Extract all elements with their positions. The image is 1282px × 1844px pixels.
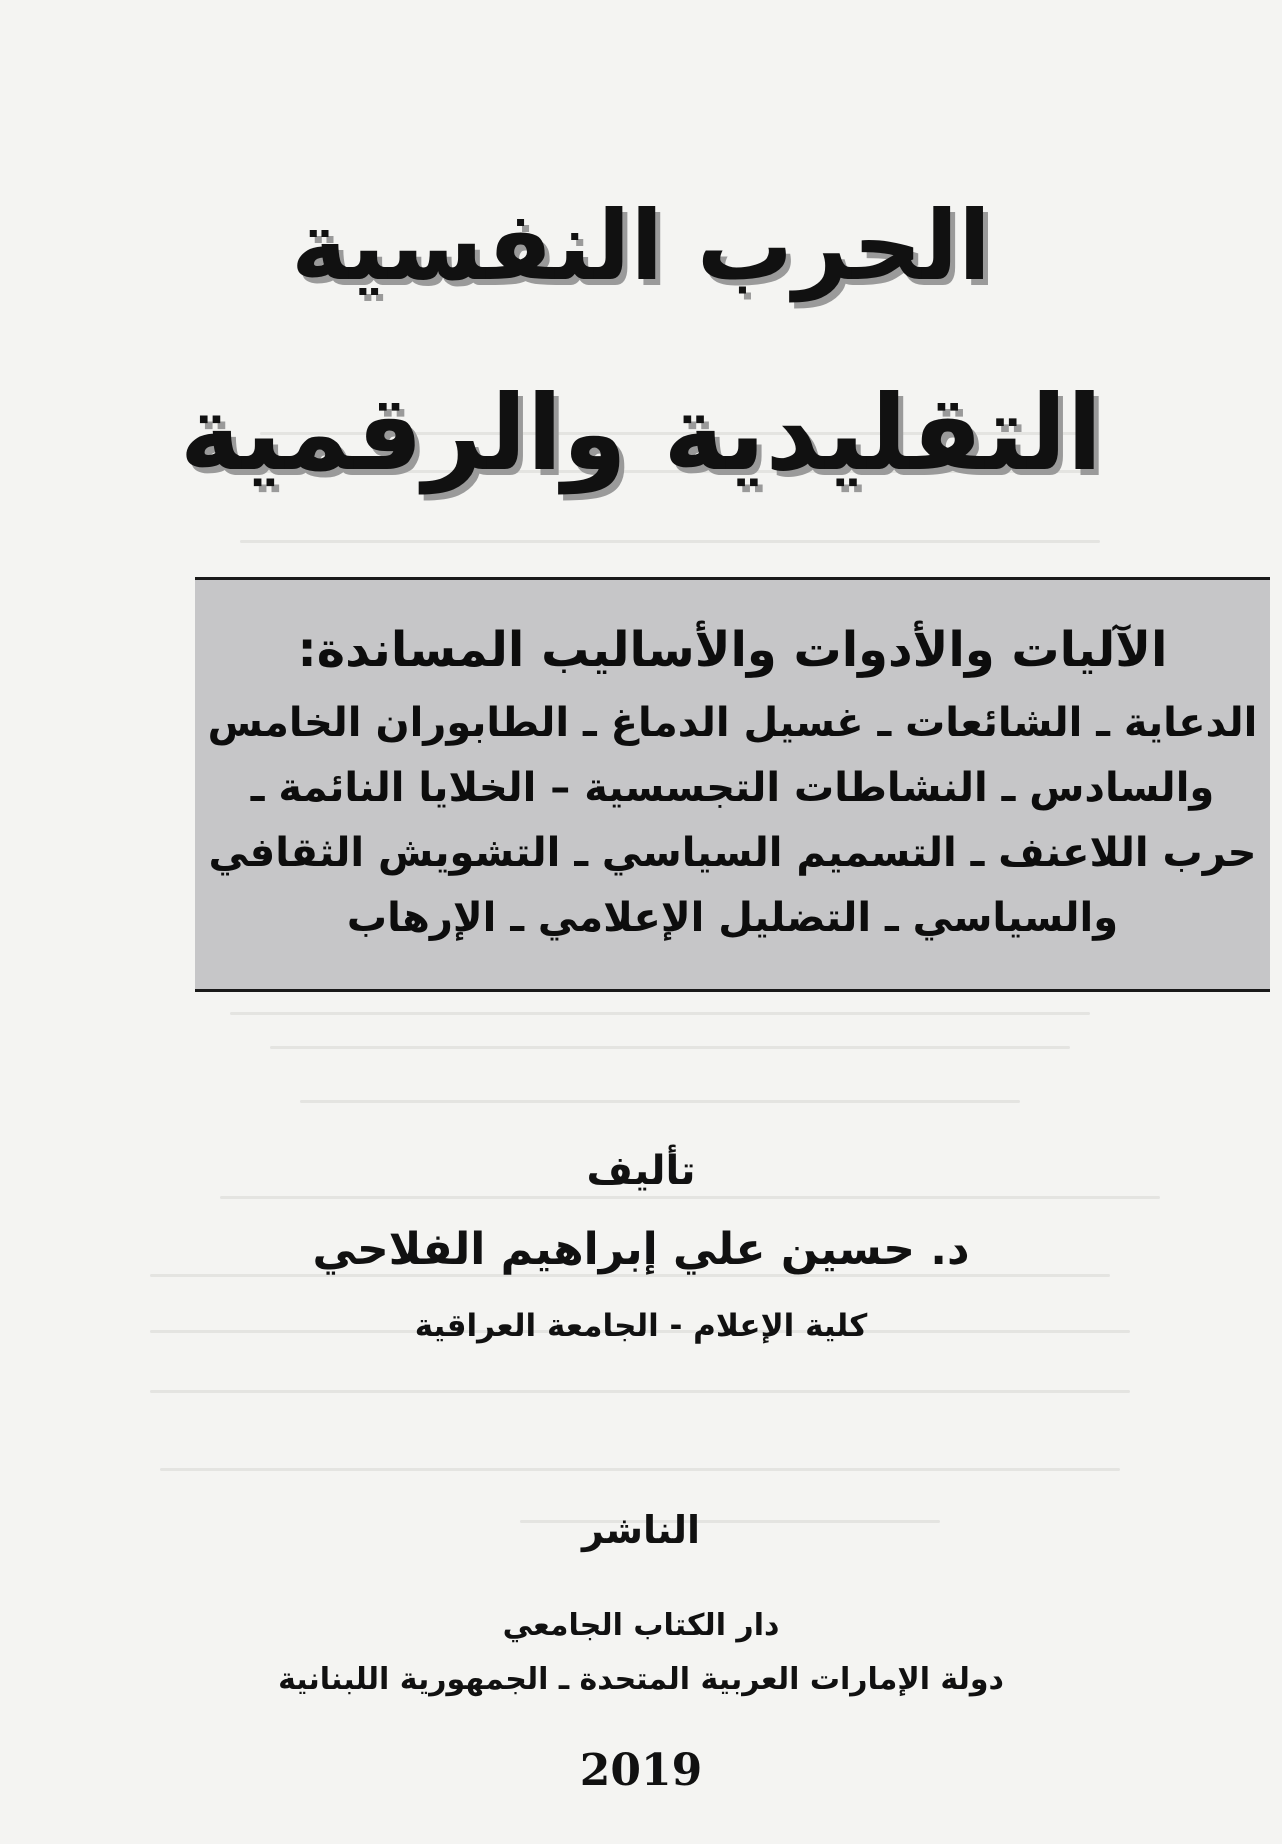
subtitle-heading: الآليات والأدوات والأساليب المساندة: [297, 622, 1168, 678]
subtitle-line: الدعاية ـ الشائعات ـ غسيل الدماغ ـ الطابوران الخامس [207, 700, 1258, 746]
authorship-label: تأليف [586, 1148, 696, 1194]
bleed-through-line [230, 1012, 1090, 1015]
publisher-name: دار الكتاب الجامعي [502, 1608, 780, 1643]
publication-year: 2019 [579, 1745, 703, 1796]
bleed-through-line [300, 1100, 1020, 1103]
subtitle-line: والسياسي ـ التضليل الإعلامي ـ الإرهاب [346, 895, 1119, 941]
subtitle-line: والسادس ـ النشاطات التجسسية – الخلايا النائمة ـ [250, 765, 1215, 811]
subtitle-line: حرب اللاعنف ـ التسميم السياسي ـ التشويش الثقافي [208, 830, 1257, 876]
author-affiliation: كلية الإعلام - الجامعة العراقية [414, 1308, 868, 1344]
bleed-through-line [150, 1390, 1130, 1393]
bleed-through-line [240, 540, 1100, 543]
author-name: د. حسين علي إبراهيم الفلاحي [312, 1224, 970, 1275]
publisher-label: الناشر [581, 1508, 701, 1552]
subtitle-band [195, 577, 1270, 992]
book-title-line-1: الحرب النفسية [290, 190, 992, 302]
publisher-countries: دولة الإمارات العربية المتحدة ـ الجمهورية اللبنانية [278, 1662, 1004, 1697]
bleed-through-line [160, 1468, 1120, 1471]
bleed-through-line [270, 1046, 1070, 1049]
bleed-through-line [220, 1196, 1160, 1199]
book-title-line-2: التقليدية والرقمية [179, 372, 1103, 494]
